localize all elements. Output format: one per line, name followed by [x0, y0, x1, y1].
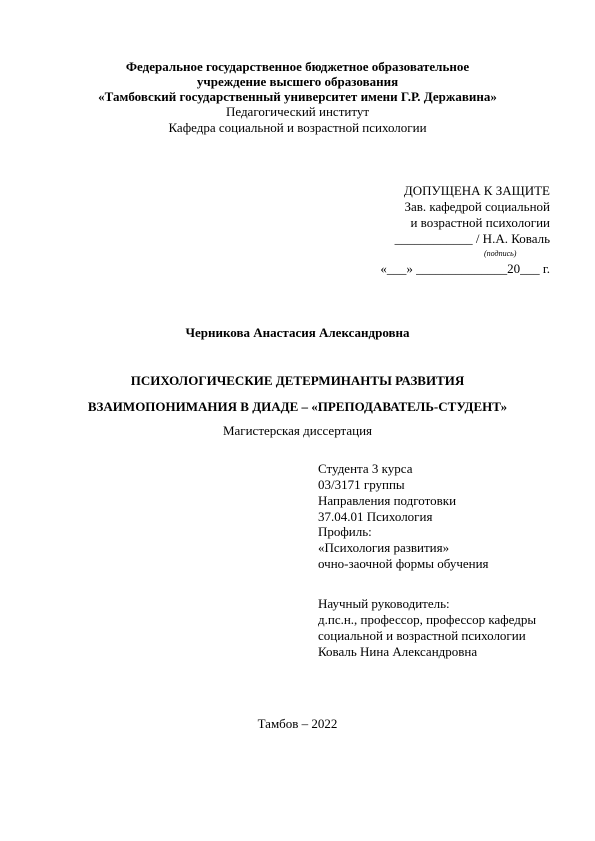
supervisor-line-1: Научный руководитель: — [318, 596, 450, 611]
student-info-line-5: Профиль: — [318, 524, 372, 539]
thesis-title-line-1: ПСИХОЛОГИЧЕСКИЕ ДЕТЕРМИНАНТЫ РАЗВИТИЯ — [130, 373, 465, 388]
supervisor-line-4: Коваль Нина Александровна — [318, 644, 478, 659]
header-line-5: Кафедра социальной и возрастной психологии — [168, 120, 427, 135]
student-info-line-7: очно-заочной формы обучения — [318, 556, 489, 571]
approval-line-2: и возрастной психологии — [410, 215, 550, 230]
approval-line-1: Зав. кафедрой социальной — [404, 199, 550, 214]
city-year: Тамбов – 2022 — [257, 716, 338, 731]
student-info-line-6: «Психология развития» — [318, 540, 450, 555]
header-line-1: Федеральное государственное бюджетное образовательное — [125, 59, 470, 74]
supervisor-line-2: д.пс.н., профессор, профессор кафедры — [318, 612, 537, 627]
thesis-title-line-2: ВЗАИМОПОНИМАНИЯ В ДИАДЕ – «ПРЕПОДАВАТЕЛЬ-СТУДЕНТ» — [87, 399, 508, 414]
header-line-3: «Тамбовский государственный университет имени Г.Р. Державина» — [98, 89, 497, 104]
signature-caption: (подпись) — [484, 249, 517, 258]
student-info-line-1: Студента 3 курса — [318, 461, 413, 476]
student-info-line-2: 03/3171 группы — [318, 477, 405, 492]
approval-date: «___» ______________20___ г. — [380, 261, 550, 276]
author-name: Черникова Анастасия Александровна — [185, 325, 410, 340]
approval-signature: ____________ / Н.А. Коваль — [394, 231, 550, 246]
header-line-2: учреждение высшего образования — [196, 74, 399, 89]
student-info-line-4: 37.04.01 Психология — [318, 509, 433, 524]
student-info-line-3: Направления подготовки — [318, 493, 457, 508]
thesis-type: Магистерская диссертация — [222, 423, 373, 438]
supervisor-line-3: социальной и возрастной психологии — [318, 628, 526, 643]
approval-title: ДОПУЩЕНА К ЗАЩИТЕ — [403, 183, 550, 198]
header-line-4: Педагогический институт — [225, 104, 370, 119]
